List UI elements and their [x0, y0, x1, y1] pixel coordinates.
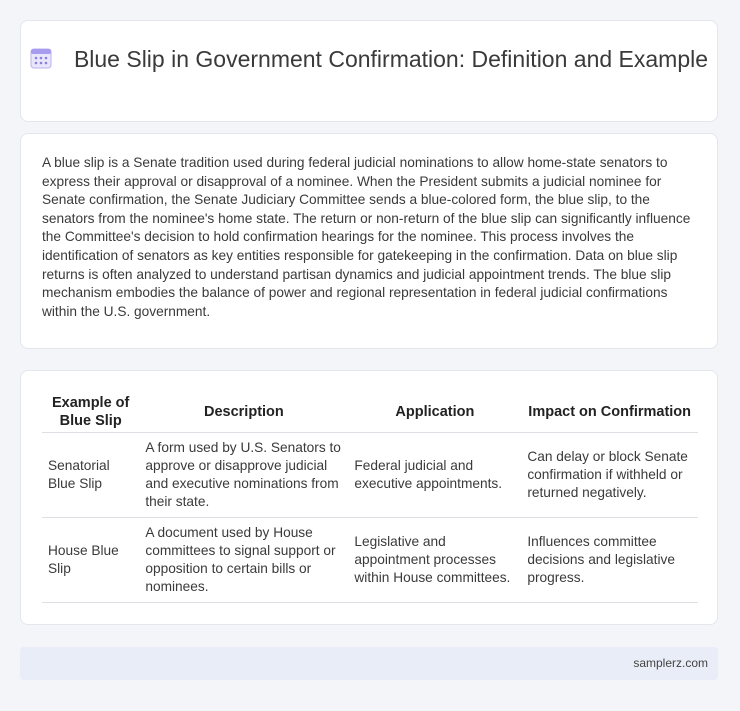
- table-cell: Influences committee decisions and legislative progress.: [521, 517, 698, 603]
- table-cell: Federal judicial and executive appointments.: [348, 432, 521, 517]
- page-title: Blue Slip in Government Confirmation: Definition and Example: [73, 46, 709, 72]
- table-card: [20, 370, 718, 625]
- column-header-application: Application: [395, 404, 475, 420]
- description-text: A blue slip is a Senate tradition used during federal judicial nominations to allow home-state senators to express their approval or disapproval of a nominee. When the President submits a judicial nominee for Senate confirmation, the Senate Judiciary Committee sends a blue-colored form, the blue slip, to the senators from the nominee's home state. The return or non-return of the blue slip can significantly influence the Committee's decision to hold confirmation hearings for the nominee. This process involves the identification of senators as key entities responsible for gatekeeping in the confirmation. Data on blue slip returns is often analyzed to understand partisan dynamics and judicial appointment trends. The blue slip mechanism embodies the balance of power and regional representation in federal judicial confirmations within the U.S. government.: [42, 155, 691, 319]
- column-header-impact: Impact on Confirmation: [528, 404, 692, 420]
- table-header-row: [42, 392, 698, 432]
- page-title-container: [21, 45, 717, 73]
- column-header-description: Description: [204, 404, 284, 420]
- table-cell: House Blue Slip: [42, 517, 139, 603]
- table-cell: A document used by House committees to signal support or opposition to certain bills or nominees.: [139, 517, 348, 603]
- footer-site-link[interactable]: samplerz.com: [633, 656, 708, 670]
- table-cell: Can delay or block Senate confirmation if withheld or returned negatively.: [521, 432, 698, 517]
- column-header-example: Example of Blue Slip: [52, 395, 130, 429]
- description-card: [20, 133, 718, 349]
- table-cell: A form used by U.S. Senators to approve or disapprove judicial and executive nominations from their state.: [139, 432, 348, 517]
- title-card: [20, 20, 718, 122]
- table-row: [42, 517, 698, 603]
- table-row: [42, 432, 698, 517]
- table-cell: Senatorial Blue Slip: [42, 432, 139, 517]
- table-cell: Legislative and appointment processes within House committees.: [348, 517, 521, 603]
- blue-slip-table: [42, 392, 698, 603]
- footer: [20, 647, 718, 680]
- calendar-icon: [30, 47, 52, 69]
